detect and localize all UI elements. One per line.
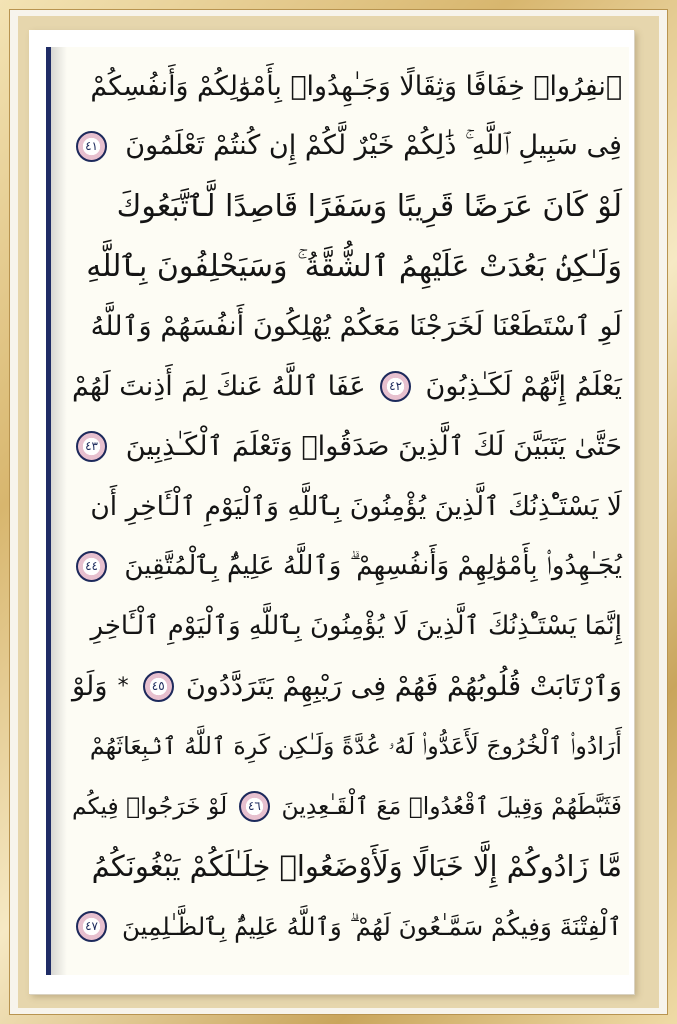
text-line-9 <box>72 538 622 594</box>
text-line-7 <box>72 418 622 474</box>
line-text: لَا يَسْتَـْٔذِنُكَ ٱلَّذِينَ يُؤْمِنُونَ بِٱللَّهِ وَٱلْيَوْمِ ٱلْـَٔاخِرِ أَن <box>90 490 622 522</box>
ayah-number-marker: ٤٦ <box>239 791 270 822</box>
line-text-after: عَفَا ٱللَّهُ عَنكَ لِمَ أَذِنتَ لَهُمْ <box>72 370 366 402</box>
ayah-number-marker: ٤٢ <box>380 371 411 402</box>
text-line-13 <box>72 778 622 834</box>
line-text: يُجَـٰهِدُوا۟ بِأَمْوَٰلِهِمْ وَأَنفُسِهِمْ ۗ وَٱللَّهُ عَلِيمٌۢ بِٱلْمُتَّقِينَ <box>124 550 622 581</box>
text-line-3 <box>72 178 622 234</box>
ayah-number-marker: ٤٤ <box>76 551 107 582</box>
hizb-star-icon: * <box>117 673 129 699</box>
text-line-8 <box>72 478 622 534</box>
line-text-before: وَٱرْتَابَتْ قُلُوبُهُمْ فَهُمْ فِى رَيْبِهِمْ يَتَرَدَّدُونَ <box>185 670 622 702</box>
line-text: أَرَادُوا۟ ٱلْخُرُوجَ لَأَعَدُّوا۟ لَهُۥ عُدَّةً وَلَـٰكِن كَرِهَ ٱللَّهُ ٱنۢبِعَاثَهُمْ <box>89 732 622 760</box>
ayah-number-marker: ٤٣ <box>76 431 107 462</box>
line-text: ٱنفِرُوا۟ خِفَافًا وَثِقَالًا وَجَـٰهِدُوا۟ بِأَمْوَٰلِكُمْ وَأَنفُسِكُمْ <box>90 70 622 102</box>
line-text: حَتَّىٰ يَتَبَيَّنَ لَكَ ٱلَّذِينَ صَدَقُوا۟ وَتَعْلَمَ ٱلْكَـٰذِبِينَ <box>125 430 622 462</box>
line-text: فِى سَبِيلِ ٱللَّهِ ۚ ذَٰلِكُمْ خَيْرٌ لَّكُمْ إِن كُنتُمْ تَعْلَمُونَ <box>125 130 622 161</box>
line-text: ٱلْفِتْنَةَ وَفِيكُمْ سَمَّـٰعُونَ لَهُمْ ۗ وَٱللَّهُ عَلِيمٌۢ بِٱلظَّـٰلِمِينَ <box>121 911 622 941</box>
ayah-number-marker: ٤٧ <box>76 911 107 942</box>
ayah-number-marker: ٤٥ <box>143 671 174 702</box>
line-text-before: يَعْلَمُ إِنَّهُمْ لَكَـٰذِبُونَ <box>425 370 622 402</box>
text-line-15 <box>72 898 622 954</box>
spine-shadow <box>51 47 67 975</box>
text-line-2 <box>72 118 622 174</box>
line-text: لَوْ كَانَ عَرَضًا قَرِيبًا وَسَفَرًا قَاصِدًا لَّٱتَّبَعُوكَ <box>116 188 622 224</box>
text-line-12 <box>72 718 622 774</box>
quran-text-block <box>72 58 622 960</box>
line-text: وَلَـٰكِنۢ بَعُدَتْ عَلَيْهِمُ ٱلشُّقَّةُ ۚ وَسَيَحْلِفُونَ بِٱللَّهِ <box>86 248 622 284</box>
line-text: إِنَّمَا يَسْتَـْٔذِنُكَ ٱلَّذِينَ لَا يُؤْمِنُونَ بِٱللَّهِ وَٱلْيَوْمِ ٱلْـَٔاخِرِ <box>90 611 622 641</box>
ayah-number-marker: ٤١ <box>76 131 107 162</box>
line-text-after: لَوْ خَرَجُوا۟ فِيكُم <box>72 792 228 820</box>
text-line-6 <box>72 358 622 414</box>
line-text: لَوِ ٱسْتَطَعْنَا لَخَرَجْنَا مَعَكُمْ يُهْلِكُونَ أَنفُسَهُمْ وَٱللَّهُ <box>90 310 622 342</box>
text-line-4 <box>72 238 622 294</box>
text-line-1 <box>72 58 622 114</box>
text-line-5 <box>72 298 622 354</box>
text-line-14 <box>72 838 622 894</box>
line-text-before: فَثَبَّطَهُمْ وَقِيلَ ٱقْعُدُوا۟ مَعَ ٱلْقَـٰعِدِينَ <box>281 792 622 820</box>
line-text-after: وَلَوْ <box>72 670 108 702</box>
line-text: مَّا زَادُوكُمْ إِلَّا خَبَالًا وَلَأَوْضَعُوا۟ خِلَـٰلَكُمْ يَبْغُونَكُمُ <box>91 849 622 883</box>
text-line-11 <box>72 658 622 714</box>
text-line-10 <box>72 598 622 654</box>
